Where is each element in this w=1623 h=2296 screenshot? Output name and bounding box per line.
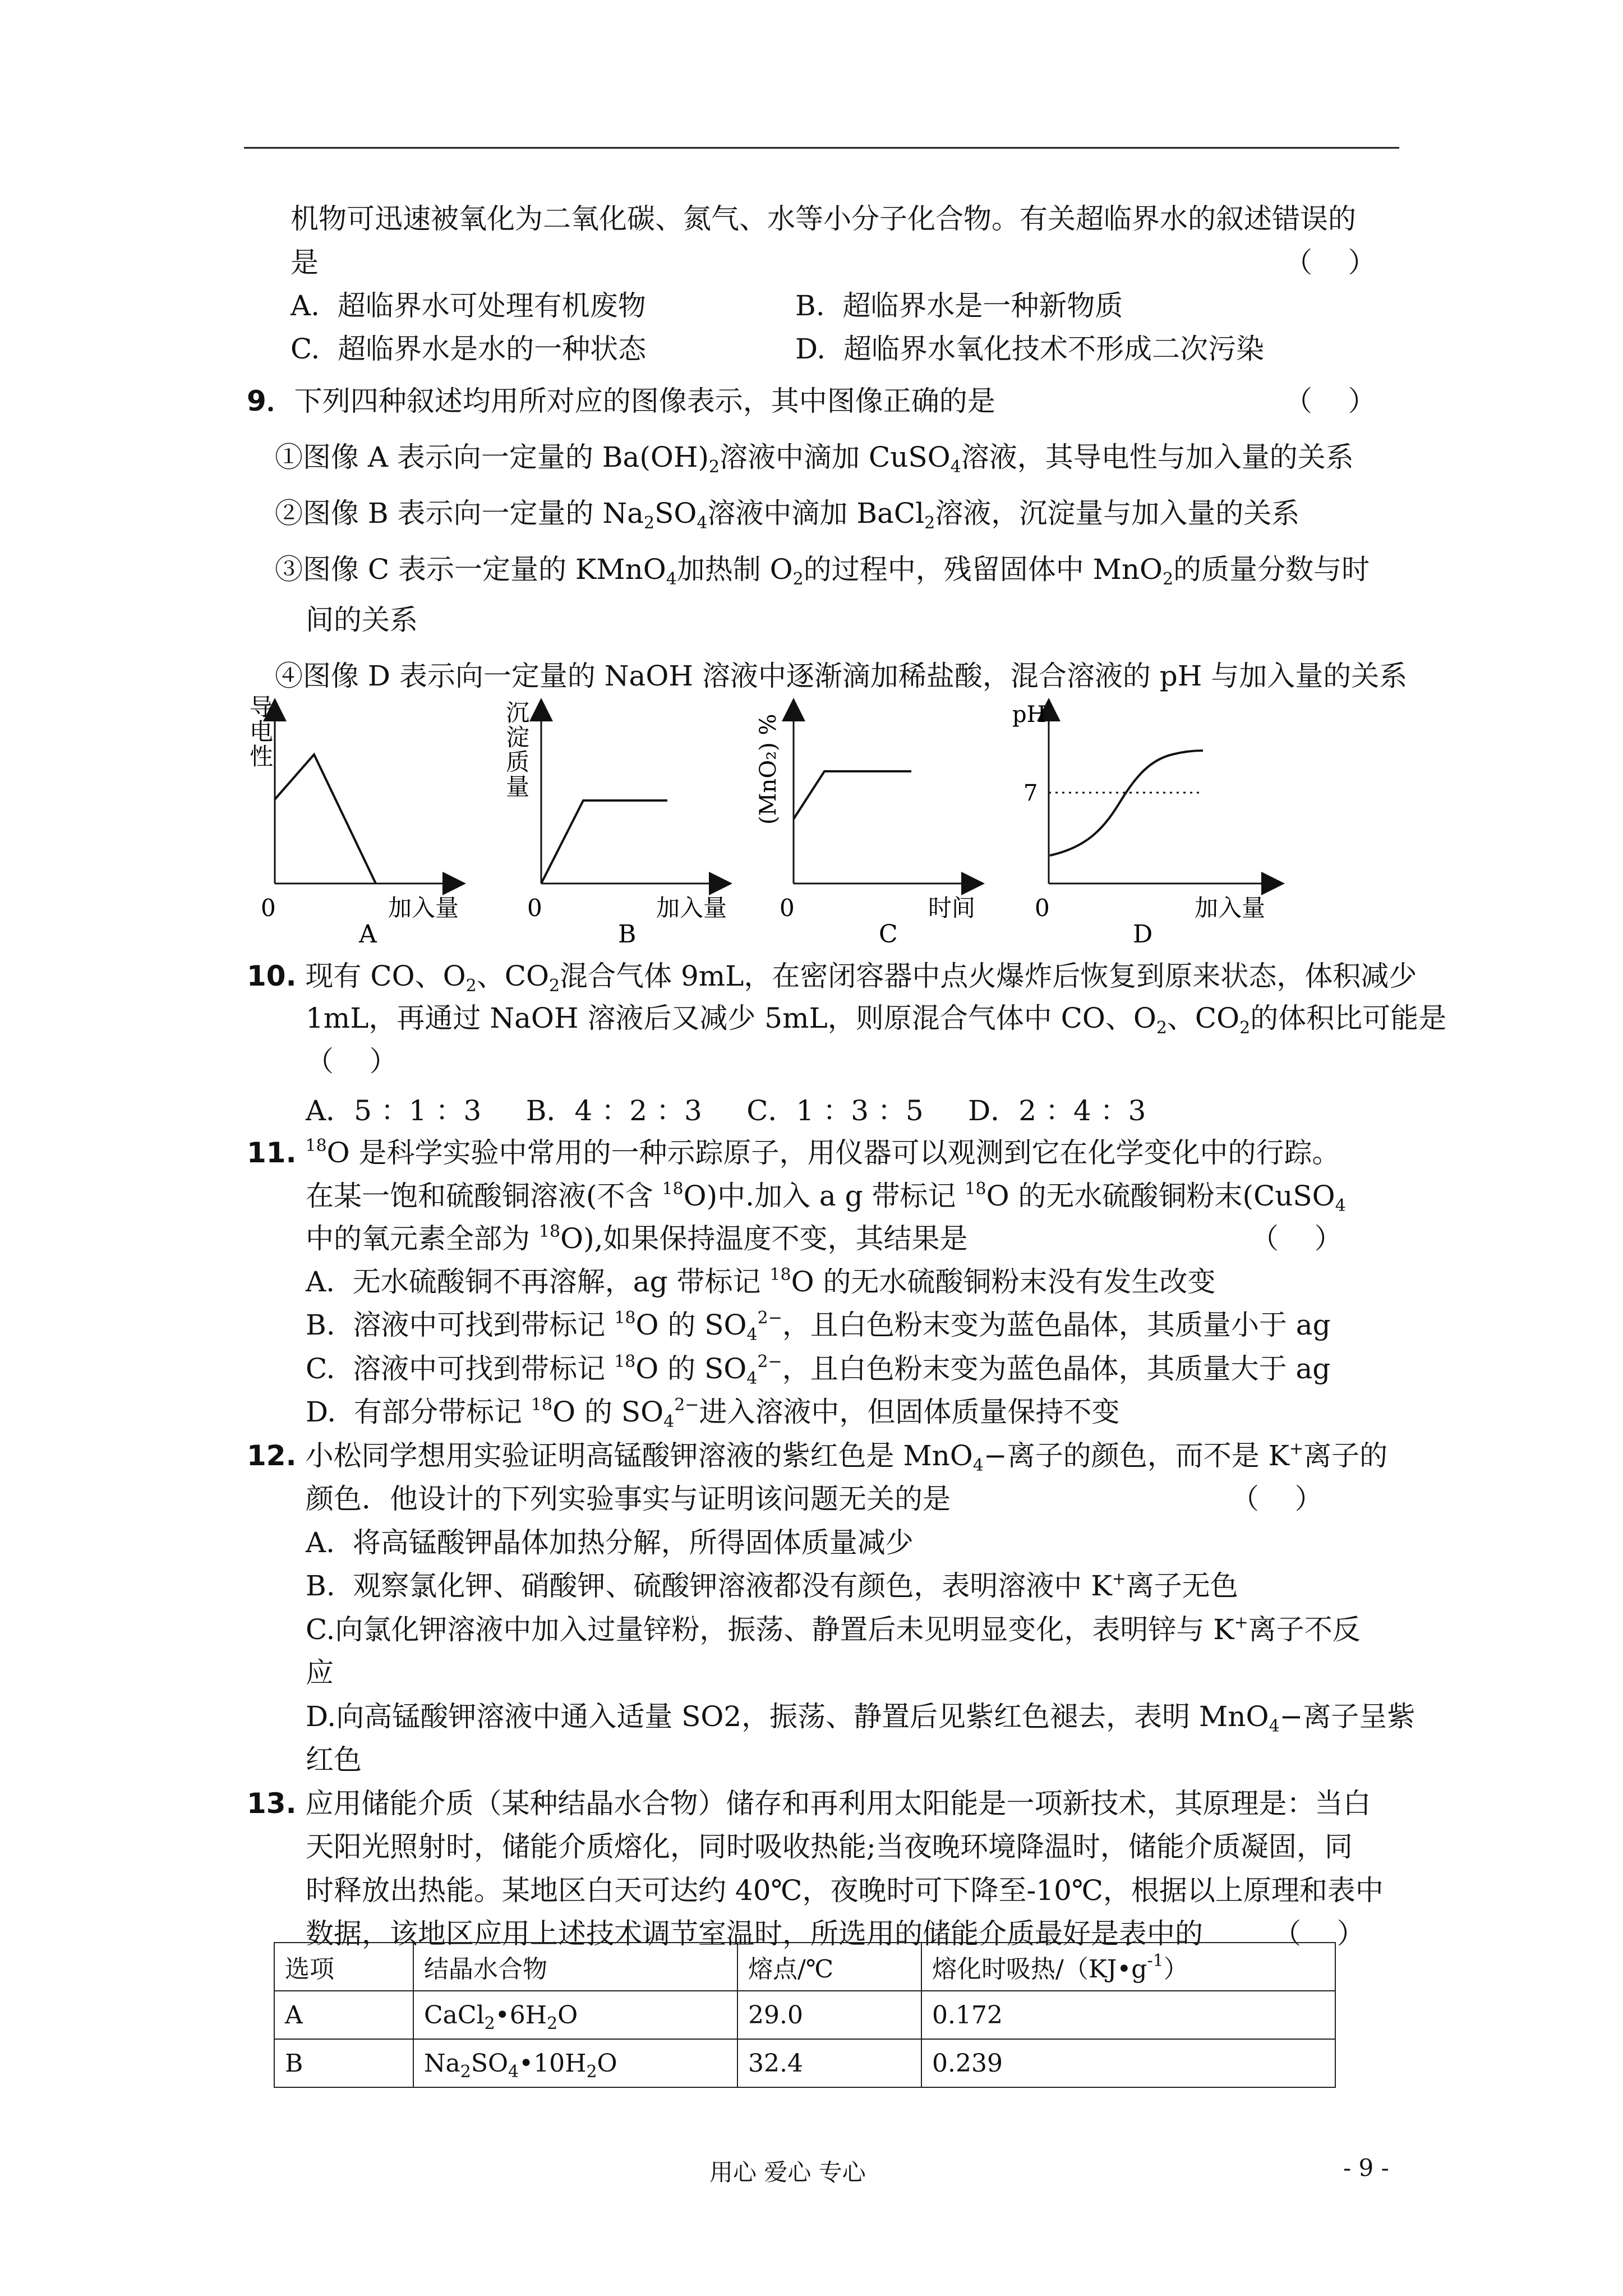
graph-b-xlabel: 加入量 <box>656 894 727 922</box>
q11-option-b: B. 溶液中可找到带标记 $^{18}$O 的 $SO_4^{2-}$，且白色粉末变为蓝色晶体，其质量小于 ag <box>306 1308 1331 1345</box>
graph-a-caption: A <box>359 920 377 949</box>
graph-a-origin: 0 <box>261 894 276 922</box>
q8-line1: 机物可迅速被氧化为二氧化碳、氮气、水等小分子化合物。有关超临界水的叙述错误的 <box>291 203 1356 235</box>
graph-d-caption: D <box>1133 920 1153 949</box>
q8-option-b: B. 超临界水是一种新物质 <box>795 289 1123 322</box>
graph-a-ylabel-1: 导 <box>250 693 274 721</box>
q12-line1: 12. 小松同学想用实验证明高锰酸钾溶液的紫红色是 MnO$_4$−离子的颜色，而不是 K+离子的 <box>247 1439 1388 1475</box>
table-header-melting-point: 熔点/℃ <box>737 1943 921 1991</box>
graph-c-ylabel: (MnO₂) % <box>755 714 781 825</box>
graph-d-xlabel: 加入量 <box>1195 894 1266 922</box>
table-header-hydrate: 结晶水合物 <box>413 1943 737 1991</box>
graph-d-ylabel: pH <box>1012 702 1046 728</box>
graph-b-ylabel-4: 量 <box>506 773 530 800</box>
q9-answer-paren: （ ） <box>1284 385 1376 417</box>
q11-option-c: C. 溶液中可找到带标记 $^{18}$O 的 $SO_4^{2-}$，且白色粉末变为蓝色晶体，其质量大于 ag <box>306 1352 1331 1388</box>
graph-c-curve <box>794 771 911 819</box>
q12-option-b: B. 观察氯化钾、硝酸钾、硫酸钾溶液都没有颜色，表明溶液中 K+离子无色 <box>306 1569 1238 1602</box>
table-row: B $Na_2SO_4•10H_2O$ 32.4 0.239 <box>274 2039 1335 2087</box>
q9-item-3-cont: 间的关系 <box>306 604 418 636</box>
graph-b-ylabel-1: 沉 <box>506 699 530 726</box>
graph-c-xlabel: 时间 <box>928 894 976 922</box>
q8-option-c: C. 超临界水是水的一种状态 <box>291 333 647 365</box>
graph-b <box>494 698 729 949</box>
page-number: - 9 - <box>1343 2154 1389 2182</box>
q12-option-c-cont: 应 <box>306 1657 334 1689</box>
table-header-heat: 熔化时吸热$/(KJ•g^{-1})$ <box>921 1943 1335 1991</box>
graph-d-tick-7: 7 <box>1023 780 1038 806</box>
graph-a-curve <box>275 754 376 884</box>
q9-item-4: ④图像 D 表示向一定量的 NaOH 溶液中逐渐滴加稀盐酸，混合溶液的 pH 与加入量的关系 <box>275 660 1408 692</box>
graph-a <box>241 693 465 949</box>
graph-d-curve <box>1050 751 1203 855</box>
q12-option-a: A. 将高锰酸钾晶体加热分解，所得固体质量减少 <box>306 1526 914 1559</box>
graph-b-ylabel-2: 淀 <box>506 724 530 751</box>
q10-line1: 10. 现有 CO、$O_2$、$CO_2$混合气体 9mL，在密闭容器中点火爆炸后恢复到原来状态，体积减少 <box>247 960 1417 996</box>
q8-option-a: A. 超临界水可处理有机废物 <box>291 289 646 322</box>
table-row: A $CaCl_2•6H_2O$ 29.0 0.172 <box>274 1991 1335 2039</box>
graph-a-ylabel-2: 电 <box>250 718 274 746</box>
q13-line1: 13. 应用储能介质（某种结晶水合物）储存和再利用太阳能是一项新技术，其原理是：当白 <box>247 1787 1371 1820</box>
graph-b-curve <box>541 800 667 884</box>
q13-number: 13. <box>247 1787 297 1820</box>
q10-options: A．5 ：1 ：3 B．4 ：2 ：3 C．1 ：3 ：5 D．2 ：4 ：3 <box>306 1094 1146 1127</box>
q11-option-a: A. 无水硫酸铜不再溶解，ag 带标记 $^{18}$O 的无水硫酸铜粉末没有发生改变 <box>306 1265 1216 1298</box>
graph-a-ylabel-3: 性 <box>250 743 274 770</box>
graph-c-origin: 0 <box>780 894 795 922</box>
graph-d <box>1009 698 1279 949</box>
q13-line3: 时释放出热能。某地区白天可达约 40℃，夜晚时可下降至-10℃，根据以上原理和表中 <box>306 1874 1384 1907</box>
footer-motto: 用心 爱心 专心 <box>709 2159 866 2186</box>
table-header-option: 选项 <box>274 1943 413 1991</box>
q11-line3: 中的氧元素全部为 $^{18}$O),如果保持温度不变，其结果是 <box>306 1222 968 1255</box>
q13-answer-paren: （ ） <box>1273 1917 1365 1950</box>
q10-number: 10. <box>247 960 297 992</box>
header-rule <box>244 147 1399 149</box>
q12-option-c: C.向氯化钾溶液中加入过量锌粉，振荡、静置后未见明显变化，表明锌与 K+离子不反 <box>306 1613 1361 1646</box>
q9-item-3: ③图像 C 表示一定量的 KMnO$_4$加热制 $O_2$的过程中，残留固体中 MnO$_2$的质量分数与时 <box>275 553 1370 589</box>
q8-line2: 是 <box>291 246 319 279</box>
q11-line2: 在某一饱和硫酸铜溶液(不含 $^{18}$O)中.加入 a g 带标记 $^{18}$O 的无水硫酸铜粉末(CuSO$_4$ <box>306 1179 1346 1216</box>
q8-answer-paren: （ ） <box>1284 246 1376 279</box>
q12-number: 12. <box>247 1439 297 1472</box>
q9-item-2: ②图像 B 表示向一定量的 $Na_2SO_4$溶液中滴加 BaCl$_2$溶液，沉淀量与加入量的关系 <box>275 497 1300 533</box>
q12-option-d: D.向高锰酸钾溶液中通入适量 SO2，振荡、静置后见紫红色褪去，表明 MnO$_4$−离子呈紫 <box>306 1700 1415 1736</box>
graph-a-xlabel: 加入量 <box>388 894 459 922</box>
q11-line1: 11. $^{18}$O 是科学实验中常用的一种示踪原子，用仪器可以观测到它在化学变化中的行踪。 <box>247 1136 1340 1169</box>
q10-answer-paren: （ ） <box>306 1045 398 1078</box>
q12-option-d-cont: 红色 <box>306 1743 362 1776</box>
graph-b-ylabel-3: 质 <box>506 748 530 776</box>
graph-c-caption: C <box>879 920 898 949</box>
q11-number: 11. <box>247 1137 297 1169</box>
q8-option-d: D. 超临界水氧化技术不形成二次污染 <box>795 333 1264 365</box>
graph-b-caption: B <box>618 920 637 949</box>
graph-d-origin: 0 <box>1035 894 1050 922</box>
graph-c <box>743 698 979 949</box>
graph-b-origin: 0 <box>527 894 542 922</box>
q11-answer-paren: （ ） <box>1251 1222 1343 1255</box>
q12-answer-paren: （ ） <box>1231 1483 1323 1515</box>
table-header-row <box>274 1943 1335 1991</box>
q13-line2: 天阳光照射时，储能介质熔化，同时吸收热能;当夜晚环境降温时，储能介质凝固，同 <box>306 1830 1353 1863</box>
q9-item-1: ①图像 A 表示向一定量的 $Ba(OH)_2$溶液中滴加 CuSO$_4$溶液，其导电性与加入量的关系 <box>275 441 1354 477</box>
q9-stem: 9．下列四种叙述均用所对应的图像表示，其中图像正确的是 <box>247 385 995 417</box>
q12-line2: 颜色．他设计的下列实验事实与证明该问题无关的是 <box>306 1483 951 1515</box>
q11-option-d: D. 有部分带标记 $^{18}$O 的 $SO_4^{2-}$进入溶液中，但固体质量保持不变 <box>306 1395 1120 1432</box>
q13-line4: 数据，该地区应用上述技术调节室温时，所选用的储能介质最好是表中的 <box>306 1917 1203 1950</box>
q9-number: 9． <box>247 385 294 417</box>
q10-line2: 1mL，再通过 NaOH 溶液后又减少 5mL，则原混合气体中 CO、$O_2$、$CO_2$的体积比可能是 <box>306 1002 1447 1038</box>
data-table <box>274 1942 1336 2088</box>
